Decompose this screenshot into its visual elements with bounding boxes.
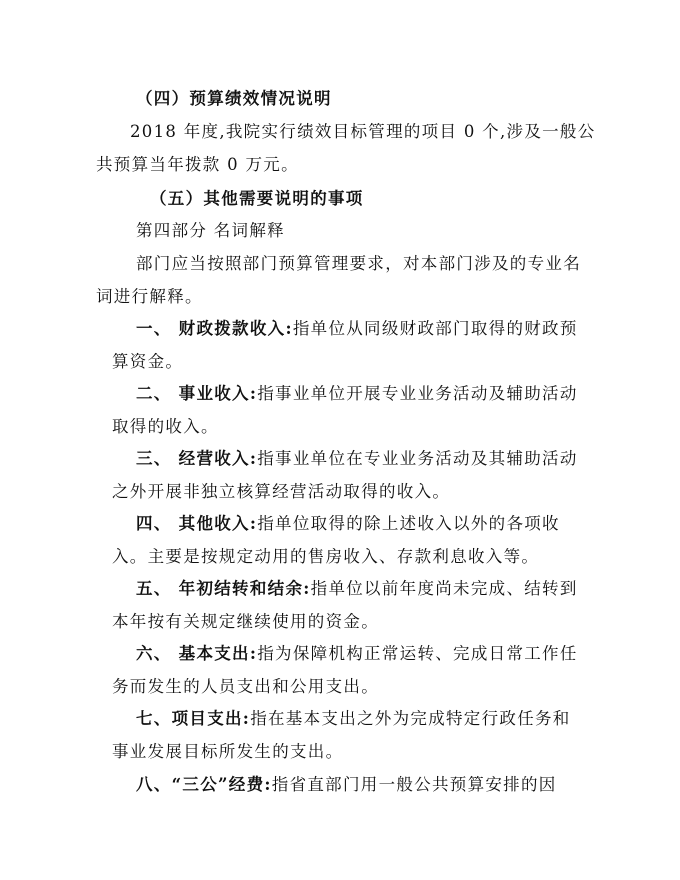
- term-4-name: 四、 其他收入:: [136, 514, 258, 533]
- term-8-line-1: [136, 774, 557, 796]
- term-7-line-1: [136, 708, 571, 730]
- term-2-line-2: 取得的收入。: [112, 417, 219, 436]
- part-4-intro-line-2: 词进行解释。: [96, 287, 203, 306]
- section-4-heading: （四）预算绩效情况说明: [136, 89, 332, 108]
- term-5-line-2: 本年按有关规定继续使用的资金。: [112, 612, 379, 631]
- term-4-line-2: 入。主要是按规定动用的售房收入、存款利息收入等。: [112, 547, 540, 566]
- term-7-definition: 指在基本支出之外为完成特定行政任务和: [250, 709, 571, 728]
- term-8-definition: 指省直部门用一般公共预算安排的因: [271, 775, 557, 794]
- term-3-name: 三、 经营收入:: [136, 449, 258, 468]
- term-3-line-1: [136, 448, 578, 470]
- term-1-name: 一、 财政拨款收入:: [136, 319, 293, 338]
- term-7-name: 七、项目支出:: [136, 709, 251, 728]
- term-1-line-2: 算资金。: [112, 352, 184, 371]
- section-4-text-line-2: 共预算当年拨款 0 万元。: [96, 155, 299, 174]
- term-6-line-2: 务而发生的人员支出和公用支出。: [112, 677, 379, 696]
- term-1-line-1: [136, 318, 578, 340]
- term-3-definition: 指事业单位在专业业务活动及其辅助活动: [257, 449, 578, 468]
- term-4-line-1: [136, 513, 560, 535]
- term-5-definition: 指单位以前年度尚未完成、结转到: [310, 579, 578, 598]
- part-4-intro-line-1: 部门应当按照部门预算管理要求，对本部门涉及的专业名: [136, 254, 581, 273]
- term-2-definition: 指事业单位开展专业业务活动及辅助活动: [257, 384, 578, 403]
- part-4-title: 第四部分 名词解释: [136, 221, 285, 240]
- term-6-line-1: [136, 643, 578, 665]
- term-2-line-1: [136, 383, 578, 405]
- term-3-line-2: 之外开展非独立核算经营活动取得的收入。: [112, 482, 451, 501]
- term-5-name: 五、 年初结转和结余:: [136, 579, 311, 598]
- term-5-line-1: [136, 578, 578, 600]
- term-4-definition: 指单位取得的除上述收入以外的各项收: [257, 514, 560, 533]
- section-4-text-line-1: 2018 年度,我院实行绩效目标管理的项目 0 个,涉及一般公: [130, 122, 596, 141]
- term-6-definition: 指为保障机构正常运转、完成日常工作任: [257, 644, 578, 663]
- term-7-line-2: 事业发展目标所发生的支出。: [112, 742, 344, 761]
- term-6-name: 六、 基本支出:: [136, 644, 258, 663]
- term-1-definition: 指单位从同级财政部门取得的财政预: [292, 319, 578, 338]
- term-2-name: 二、 事业收入:: [136, 384, 258, 403]
- section-5-heading: （五）其他需要说明的事项: [150, 189, 364, 208]
- term-8-name: 八、“三公”经费:: [136, 775, 272, 794]
